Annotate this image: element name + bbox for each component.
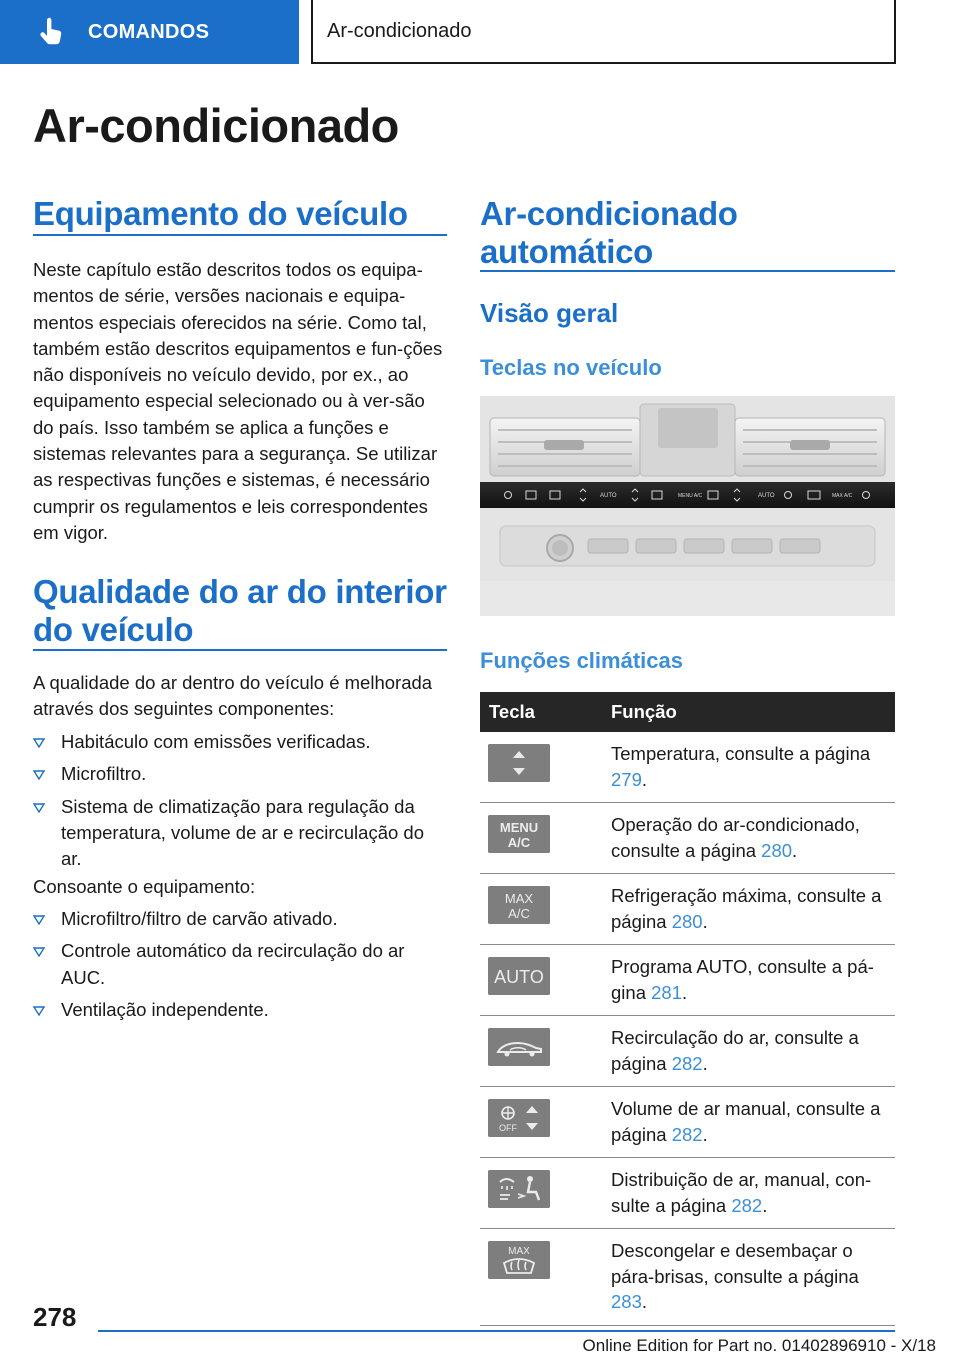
svg-text:OFF: OFF [499,1123,517,1133]
hand-pointer-icon [36,17,66,47]
equipment-list [33,906,447,1029]
section-label: Ar-condicionado [327,19,472,42]
table-row: OFF Volume de ar manual, consulte a página 282. [480,1087,895,1158]
climate-panel-photo [480,396,895,616]
air-quality-rule [33,649,447,651]
page-title: Ar-condicionado [33,99,399,152]
panel-label: MENU A/C [678,493,703,499]
svg-text:AUTO: AUTO [494,967,544,987]
svg-text:A/C: A/C [507,835,531,850]
triangle-bullet-icon [33,915,45,925]
table-header [480,692,895,732]
panel-label: MAX A/C [832,493,853,499]
svg-text:MENU: MENU [499,820,539,835]
footer-rule [98,1330,895,1332]
triangle-bullet-icon [33,738,45,748]
list-item: Ventilação independente. [33,997,447,1023]
climate-functions-table [480,692,895,1326]
page-link[interactable]: 283 [611,1291,642,1312]
auto-key-icon [488,957,550,995]
triangle-bullet-icon [33,770,45,780]
keys-heading: Teclas no veículo [480,355,662,380]
page-link[interactable]: 282 [671,1123,703,1145]
panel-label: AUTO [758,493,775,499]
page-number: 278 [33,1302,77,1332]
page-link[interactable]: 281 [651,981,682,1003]
air-quality-list [33,729,447,878]
auto-ac-rule [480,270,895,272]
svg-text:A/C: A/C [508,906,530,921]
table-row: AUTO Programa AUTO, consulte a pá-gina 281. [480,945,895,1016]
triangle-bullet-icon [33,947,45,957]
auto-ac-heading: Ar-condicionado automático [480,195,738,270]
equipment-heading: Equipamento do veículo [33,195,408,232]
page-link[interactable]: 282 [671,1052,703,1074]
fan-volume-icon [488,1099,550,1137]
climate-panel-illustration [480,396,895,616]
list-item: Microfiltro/filtro de carvão ativado. [33,906,447,932]
page-link[interactable]: 280 [671,910,703,932]
max-ac-key-icon [488,886,550,924]
page-link[interactable]: 280 [761,839,793,861]
table-row: Recirculação do ar, consulte a página 282. [480,1016,895,1087]
list-item: Habitáculo com emissões verificadas. [33,729,447,755]
overview-heading: Visão geral [480,298,619,328]
svg-text:MAX: MAX [508,1246,530,1257]
temperature-arrows-icon [488,744,550,782]
triangle-bullet-icon [33,1006,45,1016]
table-row: Distribuição de ar, manual, con-sulte a página 282. [480,1158,895,1229]
section-header [311,0,896,64]
recirculation-icon [488,1028,550,1066]
triangle-bullet-icon [33,803,45,813]
list-item: Microfiltro. [33,761,447,787]
defrost-max-icon [488,1241,550,1279]
air-distribution-icon [488,1170,550,1208]
list-item: Controle automático da recirculação do ar AUC. [33,938,447,991]
footer-text: Online Edition for Part no. 01402896910 - X/18 [582,1336,936,1355]
panel-label: AUTO [600,493,617,499]
menu-ac-key-icon [488,815,550,853]
chapter-label: COMANDOS [88,20,210,43]
column-header-key: Tecla [489,701,535,722]
climate-functions-heading: Funções climáticas [480,648,683,673]
svg-text:MAX: MAX [504,891,534,906]
column-header-function: Função [611,701,677,722]
table-row: MENU A/C Operação do ar-condicionado, consulte a página 280. [480,803,895,874]
air-quality-intro: A qualidade do ar dentro do veículo é melhorada através dos seguintes componentes: [33,672,433,720]
equipment-text: Neste capítulo estão descritos todos os equipa-mentos de série, versões nacionais e equipa-mentos especiais oferecidos na série. Como tal, também estão descritos equipamentos e fun-ções não disponíveis no veículo devido, por ex., ao equipamento especial selecionado ou à ver-são do país. Isso também se aplica a funções e sistemas relevantes para a segurança. Se utilizar as respectivas funções e sistemas, é necessário cumprir os regulamentos e leis correspondentes em vigor. [33,259,443,543]
air-quality-heading: Qualidade do ar do interior do veículo [33,573,447,648]
equipment-rule [33,234,447,236]
table-row: MAX A/C Refrigeração máxima, consulte a página 280. [480,874,895,945]
page-link[interactable]: 279 [611,768,642,790]
page-link[interactable]: 282 [731,1194,763,1216]
list-item: Sistema de climatização para regulação da temperatura, volume de ar e recirculação do ar. [33,794,447,873]
equipment-note: Consoante o equipamento: [33,876,256,897]
table-row: MAX Descongelar e desembaçar o pára-brisas, consulte a página 283. [480,1229,895,1326]
chapter-tab[interactable] [0,0,299,64]
table-row: Temperatura, consulte a página 279. [480,732,895,803]
